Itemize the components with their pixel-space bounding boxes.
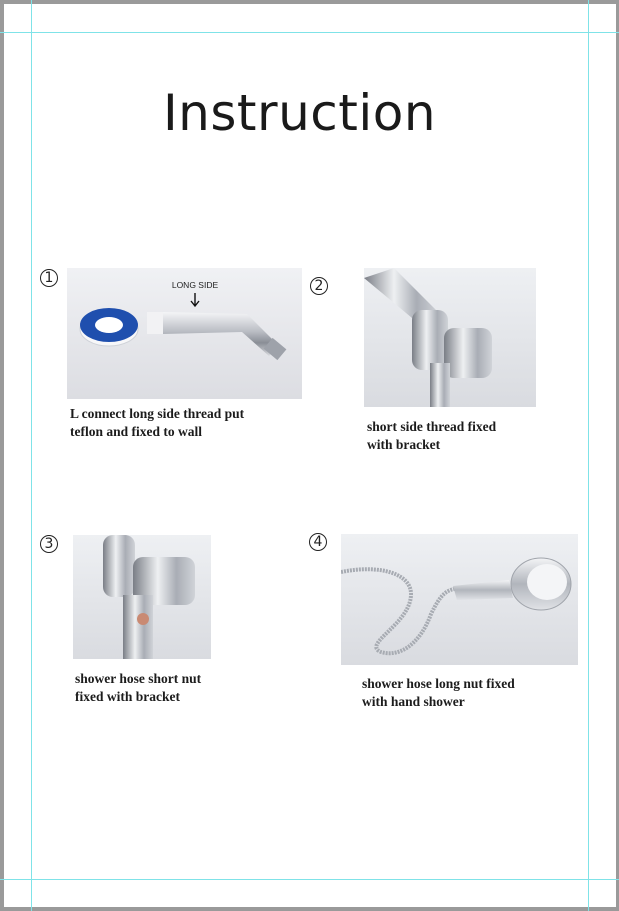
step-2-photo [364, 268, 536, 407]
step-4-number: 4 [309, 533, 327, 551]
step-4-photo [341, 534, 578, 665]
step-3-caption: shower hose short nut fixed with bracket [75, 671, 202, 704]
step-2-number: 2 [310, 277, 328, 295]
teflon-tape-roll [80, 308, 138, 346]
guide-line-bottom [0, 879, 619, 880]
step-1-caption: L connect long side thread put teflon and fixed to wall [70, 406, 245, 439]
step-3-photo [73, 535, 211, 659]
step-1-number: 1 [40, 269, 58, 287]
step-1-photo [67, 268, 302, 399]
step-2-caption: short side thread fixed with bracket [367, 419, 497, 452]
step-4-caption: shower hose long nut fixed with hand shower [362, 676, 515, 709]
page-title: Instruction [162, 84, 437, 142]
step-3-number: 3 [40, 535, 58, 553]
step-1-image-label: LONG SIDE [171, 280, 219, 290]
guide-line-top [0, 32, 619, 33]
